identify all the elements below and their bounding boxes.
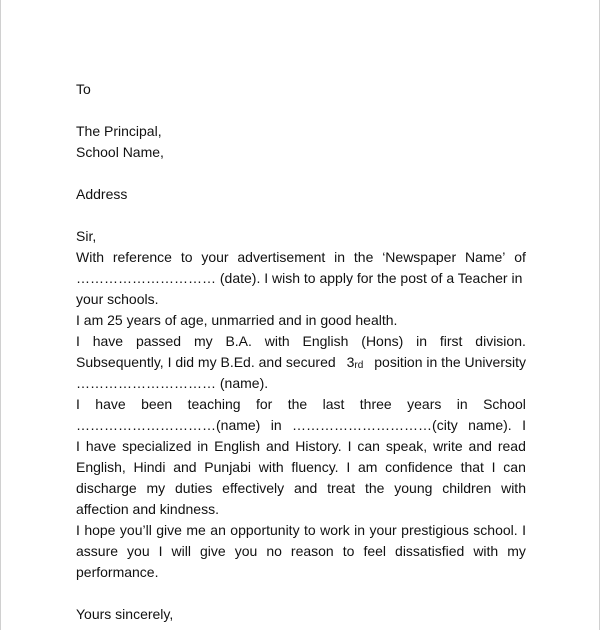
body-word: have <box>92 333 124 349</box>
body-line: ………………………… (date). I wish to apply for the post of a Teacher in <box>76 270 523 286</box>
body-word: three <box>359 396 392 412</box>
body-word: effectively <box>222 480 285 496</box>
body-word: I <box>76 396 80 412</box>
body-word: me <box>186 522 206 538</box>
body-line <box>76 436 526 457</box>
body-word: to <box>180 249 193 265</box>
body-word: and <box>173 459 197 475</box>
body-word: English <box>214 438 261 454</box>
body-word: discharge <box>76 480 137 496</box>
recipient-address: Address <box>76 186 128 202</box>
body-text <box>347 352 364 373</box>
body-line <box>76 415 526 436</box>
body-word: History. <box>295 438 342 454</box>
body-line: performance. <box>76 564 159 580</box>
body-word: I <box>347 438 352 454</box>
body-line <box>76 520 526 541</box>
body-word: my <box>193 333 213 349</box>
body-word: have <box>95 396 126 412</box>
body-word: English <box>302 333 349 349</box>
body-word: give <box>156 522 182 538</box>
body-word: work <box>320 522 350 538</box>
body-word: of <box>514 249 526 265</box>
body-word: reference <box>112 249 172 265</box>
body-word: to <box>342 543 355 559</box>
body-word: I <box>76 438 80 454</box>
body-word: write <box>433 438 463 454</box>
body-word: will <box>171 543 191 559</box>
body-word: young <box>394 480 433 496</box>
body-word: in <box>197 438 209 454</box>
body-word: assure <box>76 543 119 559</box>
body-word: can <box>503 459 526 475</box>
body-word: treat <box>327 480 356 496</box>
body-word: my <box>507 543 526 559</box>
body-word: ‘Newspaper <box>382 249 457 265</box>
body-word: and <box>468 438 492 454</box>
body-word: I <box>522 417 526 433</box>
body-word: I <box>491 459 496 475</box>
body-word: with <box>264 333 290 349</box>
body-word: in <box>270 417 282 433</box>
ordinal-number: 3 <box>346 354 355 370</box>
body-word: your <box>201 249 229 265</box>
body-word: I <box>76 522 80 538</box>
body-text: position in the University <box>374 354 526 370</box>
body-word: prestigious <box>401 522 469 538</box>
body-word: I <box>346 459 351 475</box>
body-word: the <box>353 249 374 265</box>
body-word: …………………………(name) <box>76 417 261 433</box>
body-word: that <box>460 459 484 475</box>
body-line <box>76 331 526 352</box>
body-word: I <box>522 522 526 538</box>
body-word: with <box>473 543 499 559</box>
body-word: in <box>416 333 428 349</box>
body-word: B.A. <box>225 333 252 349</box>
body-word: years <box>407 396 442 412</box>
body-word: first <box>439 333 463 349</box>
body-word: division. <box>475 333 526 349</box>
body-word: in <box>334 249 346 265</box>
body-word: I <box>158 543 163 559</box>
body-word: teaching <box>187 396 241 412</box>
body-line <box>76 457 526 478</box>
body-word: speak, <box>385 438 428 454</box>
body-word: reason <box>290 543 334 559</box>
body-word: my <box>146 480 166 496</box>
body-word: can <box>357 438 380 454</box>
body-word: fluency. <box>291 459 339 475</box>
body-line: I am 25 years of age, unmarried and in good health. <box>76 312 398 328</box>
body-word: you’ll <box>119 522 152 538</box>
body-word: read <box>497 438 526 454</box>
body-word: School <box>483 396 526 412</box>
body-word: have <box>85 438 117 454</box>
body-word: confidence <box>385 459 453 475</box>
body-word: you <box>234 543 258 559</box>
body-word: I <box>76 333 80 349</box>
body-word: feel <box>363 543 387 559</box>
body-word: with <box>501 480 526 496</box>
body-line: ………………………… (name). <box>76 375 269 391</box>
body-line <box>76 247 526 268</box>
salutation: Sir, <box>76 228 97 244</box>
body-line <box>76 352 526 373</box>
body-word: the <box>287 396 308 412</box>
body-line <box>76 541 526 562</box>
body-text: Subsequently, I did my B.Ed. and secured <box>76 354 336 370</box>
body-word: in <box>354 522 366 538</box>
body-word: opportunity <box>230 522 300 538</box>
body-word: your <box>369 522 397 538</box>
body-word: Punjabi <box>204 459 251 475</box>
body-word: Hindi <box>133 459 166 475</box>
body-word: English, <box>76 459 126 475</box>
body-word: (Hons) <box>361 333 404 349</box>
body-word: and <box>293 480 318 496</box>
body-word: the <box>364 480 385 496</box>
body-word: dissatisfied <box>395 543 465 559</box>
body-word: advertisement <box>237 249 326 265</box>
body-word: duties <box>175 480 213 496</box>
body-word: give <box>200 543 226 559</box>
body-word: …………………………(city <box>292 417 458 433</box>
to-line: To <box>76 81 91 97</box>
body-line <box>76 394 526 415</box>
body-line: affection and kindness. <box>76 501 219 517</box>
body-word: you <box>127 543 150 559</box>
body-word: last <box>322 396 345 412</box>
body-word: an <box>210 522 226 538</box>
body-word: school. <box>473 522 518 538</box>
body-word: in <box>456 396 468 412</box>
body-word: and <box>265 438 290 454</box>
body-line: your schools. <box>76 291 159 307</box>
body-word: children <box>442 480 492 496</box>
body-word: hope <box>84 522 116 538</box>
body-word: for <box>255 396 273 412</box>
body-word: specialized <box>122 438 192 454</box>
body-word: with <box>258 459 284 475</box>
body-word: passed <box>135 333 182 349</box>
ordinal-suffix: rd <box>354 360 364 371</box>
body-word: no <box>266 543 282 559</box>
body-word: name). <box>468 417 512 433</box>
closing: Yours sincerely, <box>76 606 174 622</box>
body-word: to <box>304 522 316 538</box>
body-word: With <box>76 249 104 265</box>
body-line <box>76 478 526 499</box>
recipient-school: School Name, <box>76 144 164 160</box>
recipient-title: The Principal, <box>76 123 162 139</box>
body-word: Name’ <box>464 249 506 265</box>
body-word: am <box>357 459 378 475</box>
body-word: been <box>141 396 173 412</box>
